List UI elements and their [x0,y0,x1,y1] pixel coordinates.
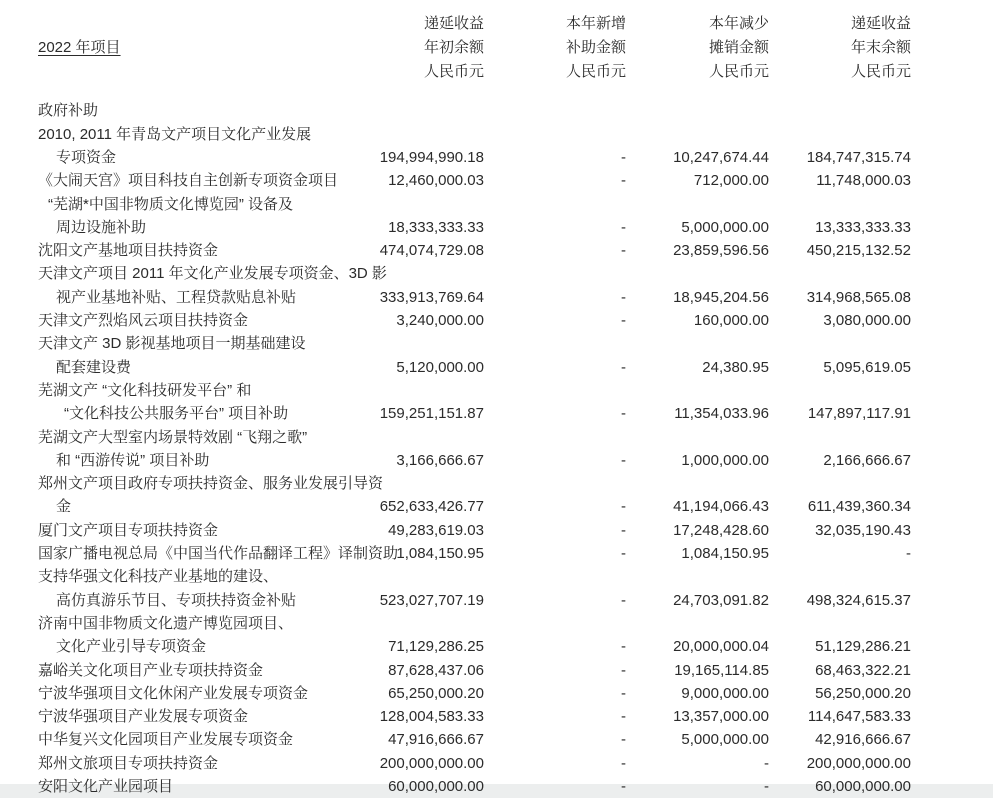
table-row [38,262,911,285]
amount-cell [626,193,769,216]
column-header-line: 人民币元 [565,62,626,80]
amount-cell: - [621,148,626,166]
amount-cell [368,379,484,402]
amount-cell [626,99,769,122]
table-row [38,146,911,169]
amount-cell: - [906,545,911,563]
amount-cell: 23,859,596.56 [673,242,769,260]
amount-cell: - [621,242,626,260]
project-label: 宁波华强项目文化休闲产业发展专项资金 [38,684,309,702]
table-row [38,542,911,565]
table-header [38,12,911,99]
amount-cell: 24,380.95 [702,358,769,376]
amount-cell [484,379,626,402]
amount-cell: 10,247,674.44 [673,148,769,166]
amount-cell: - [621,358,626,376]
amount-cell: 160,000.00 [693,312,769,330]
amount-cell: 11,354,033.96 [674,405,769,423]
amount-cell: 184,747,315.74 [806,148,911,166]
project-label: 文化产业引导专项资金 [56,638,207,656]
amount-cell: - [621,684,626,702]
project-label: 《大闹天宫》项目科技自主创新专项资金项目 [38,172,339,190]
project-label: 郑州文产项目政府专项扶持资金、服务业发展引导资 [38,475,384,493]
project-label: 天津文产烈焰风云项目扶持资金 [38,312,249,330]
section-header-row [38,99,911,122]
amount-cell: 41,194,066.43 [673,498,769,516]
amount-cell [368,565,484,588]
header-row [38,12,911,99]
amount-cell: 11,748,000.03 [816,172,911,190]
project-label: 专项资金 [56,148,117,166]
amount-cell [626,123,769,146]
amount-cell: 1,000,000.00 [681,451,769,469]
project-label: 高仿真游乐节目、专项扶持资金补贴 [56,591,297,609]
project-label: 周边设施补助 [56,218,147,236]
amount-cell: 5,000,000.00 [681,218,769,236]
amount-cell: 71,129,286.25 [388,638,484,656]
amount-cell: 3,166,666.67 [396,451,484,469]
amount-cell [368,123,484,146]
table-row [38,589,911,612]
table-row [38,495,911,518]
table-row [38,169,911,192]
table-row [38,356,911,379]
column-header-line: 递延收益 [423,15,484,32]
amount-cell: 51,129,286.21 [815,638,911,656]
amount-cell: - [621,638,626,656]
amount-cell [769,565,911,588]
project-label: 济南中国非物质文化遗产博览园项目、 [38,614,294,632]
amount-cell: 200,000,000.00 [379,754,484,772]
amount-cell [769,472,911,495]
project-label: 国家广播电视总局《中国当代作品翻译工程》译制资助 [38,545,399,563]
amount-cell: - [621,778,626,795]
amount-cell: - [621,545,626,563]
table-row [38,635,911,658]
amount-cell: 56,250,000.20 [815,684,911,702]
amount-cell: 498,324,615.37 [806,591,911,609]
amount-cell: - [621,172,626,190]
column-header-line: 年末余额 [850,38,911,56]
amount-cell: 68,463,322.21 [815,661,911,679]
table-row [38,332,911,355]
column-header-additions [484,12,626,99]
amount-cell: - [621,498,626,516]
table-row [38,426,911,449]
amount-cell: 19,165,114.85 [674,661,769,679]
project-label: 沈阳文产基地项目扶持资金 [38,242,219,260]
project-label: 天津文产 3D 影视基地项目一期基础建设 [38,335,306,353]
amount-cell: - [621,288,626,306]
project-label: “文化科技公共服务平台” 项目补助 [64,405,289,423]
amount-cell: 12,460,000.03 [388,172,484,190]
table-row [38,728,911,751]
amount-cell: - [764,754,769,772]
amount-cell [626,262,769,285]
project-label: 郑州文旅项目专项扶持资金 [38,754,219,772]
amount-cell [769,379,911,402]
project-label: 2010, 2011 年青岛文产项目文化产业发展 [38,125,312,143]
project-label: 金 [56,498,72,516]
amount-cell: 17,248,428.60 [673,521,769,539]
amount-cell [769,123,911,146]
amount-cell: 194,994,990.18 [379,148,484,166]
amount-cell: 47,916,666.67 [388,731,484,749]
amount-cell: 450,215,132.52 [806,242,911,260]
amount-cell [484,426,626,449]
amount-cell: - [621,218,626,236]
table-row [38,565,911,588]
amount-cell [484,123,626,146]
amount-cell [484,332,626,355]
amount-cell [368,472,484,495]
amount-cell: 314,968,565.08 [806,288,911,306]
amount-cell [368,99,484,122]
amount-cell: - [621,405,626,423]
amount-cell [626,332,769,355]
project-label: 宁波华强项目产业发展专项资金 [38,708,249,726]
amount-cell [368,193,484,216]
amount-cell: 5,095,619.05 [823,358,911,376]
column-header-opening-balance [368,12,484,99]
column-header-line: 本年新增 [565,15,626,32]
amount-cell [626,426,769,449]
amount-cell: 60,000,000.00 [388,778,484,795]
deferred-income-table [38,12,911,798]
amount-cell [769,332,911,355]
amount-cell [368,332,484,355]
table-row [38,309,911,332]
table-row [38,659,911,682]
amount-cell: 13,333,333.33 [815,218,911,236]
project-label: 天津文产项目 2011 年文化产业发展专项资金、3D 影 [38,265,387,283]
amount-cell: 5,000,000.00 [681,731,769,749]
table-row [38,379,911,402]
amount-cell: - [621,754,626,772]
table-row [38,449,911,472]
amount-cell: - [621,312,626,330]
amount-cell [769,99,911,122]
column-header-line: 摊销金额 [708,38,769,56]
amount-cell: 159,251,151.87 [379,405,484,423]
amount-cell [484,193,626,216]
project-label: 嘉峪关文化项目产业专项扶持资金 [38,661,264,679]
amount-cell: 9,000,000.00 [681,684,769,702]
amount-cell: - [621,708,626,726]
column-header-line: 补助金额 [565,38,626,56]
title-cell [38,12,368,99]
amount-cell [626,472,769,495]
column-header-line: 递延收益 [850,15,911,32]
amount-cell: 13,357,000.00 [673,708,769,726]
amount-cell: 611,439,360.34 [807,498,911,516]
amount-cell: - [621,661,626,679]
project-label: “芜湖*中国非物质文化博览园” 设备及 [48,195,293,213]
amount-cell: 2,166,666.67 [823,451,911,469]
table-row [38,472,911,495]
amount-cell: - [621,591,626,609]
table-body [38,99,911,798]
column-header-line: 人民币元 [423,62,484,80]
section-label: 政府补助 [38,102,99,120]
column-header-line: 年初余额 [423,38,484,56]
table-row [38,193,911,216]
column-header-line: 人民币元 [708,62,769,80]
table-row [38,286,911,309]
project-label: 支持华强文化科技产业基地的建设、 [38,568,279,586]
amount-cell: 18,945,204.56 [673,288,769,306]
amount-cell [626,565,769,588]
amount-cell: 87,628,437.06 [388,661,484,679]
amount-cell [769,612,911,635]
amount-cell: - [621,521,626,539]
amount-cell [484,262,626,285]
amount-cell: 474,074,729.08 [379,242,484,260]
amount-cell: 18,333,333.33 [388,218,484,236]
column-header-line: 本年减少 [708,15,769,32]
project-label: 厦门文产项目专项扶持资金 [38,521,219,539]
column-header-closing-balance [769,12,911,99]
amount-cell [626,612,769,635]
project-label: 配套建设费 [56,358,132,376]
project-label: 中华复兴文化园项目产业发展专项资金 [38,731,294,749]
amount-cell [368,426,484,449]
amount-cell: - [621,451,626,469]
amount-cell [484,612,626,635]
amount-cell [484,565,626,588]
amount-cell [626,379,769,402]
amount-cell: 200,000,000.00 [806,754,911,772]
project-label: 芜湖文产大型室内场景特效剧 “飞翔之歌” [38,428,308,446]
amount-cell: 49,283,619.03 [388,521,484,539]
table-row [38,519,911,542]
amount-cell: 5,120,000.00 [396,358,484,376]
amount-cell: 20,000,000.04 [673,638,769,656]
table-row [38,402,911,425]
amount-cell: 32,035,190.43 [815,521,911,539]
amount-cell: 3,080,000.00 [823,312,911,330]
project-label: 视产业基地补贴、工程贷款贴息补贴 [56,288,297,306]
amount-cell: 1,084,150.95 [681,545,769,563]
amount-cell [769,262,911,285]
table-row [38,682,911,705]
amount-cell [769,193,911,216]
amount-cell: - [764,778,769,795]
amount-cell: 333,913,769.64 [379,288,484,306]
column-header-amortization [626,12,769,99]
amount-cell: 42,916,666.67 [815,731,911,749]
amount-cell: 147,897,117.91 [807,405,911,423]
amount-cell: 712,000.00 [693,172,769,190]
amount-cell: 60,000,000.00 [815,778,911,795]
table-row [38,705,911,728]
table-row [38,123,911,146]
amount-cell: 65,250,000.20 [388,684,484,702]
table-row [38,216,911,239]
table-row [38,612,911,635]
amount-cell: 652,633,426.77 [379,498,484,516]
amount-cell [484,99,626,122]
project-label: 安阳文化产业园项目 [38,778,174,795]
project-label: 和 “西游传说” 项目补助 [56,451,210,469]
amount-cell: 523,027,707.19 [379,591,484,609]
amount-cell: 1,084,150.95 [396,545,484,563]
amount-cell [769,426,911,449]
project-label: 芜湖文产 “文化科技研发平台” 和 [38,381,252,399]
table-row [38,752,911,775]
amount-cell [484,472,626,495]
amount-cell [368,612,484,635]
amount-cell: 3,240,000.00 [396,312,484,330]
page-title: 2022 年项目 [38,38,121,56]
column-header-line: 人民币元 [850,62,911,80]
amount-cell: - [621,731,626,749]
amount-cell: 128,004,583.33 [379,708,484,726]
amount-cell: 24,703,091.82 [673,591,769,609]
table-row [38,239,911,262]
amount-cell: 114,647,583.33 [807,708,911,726]
